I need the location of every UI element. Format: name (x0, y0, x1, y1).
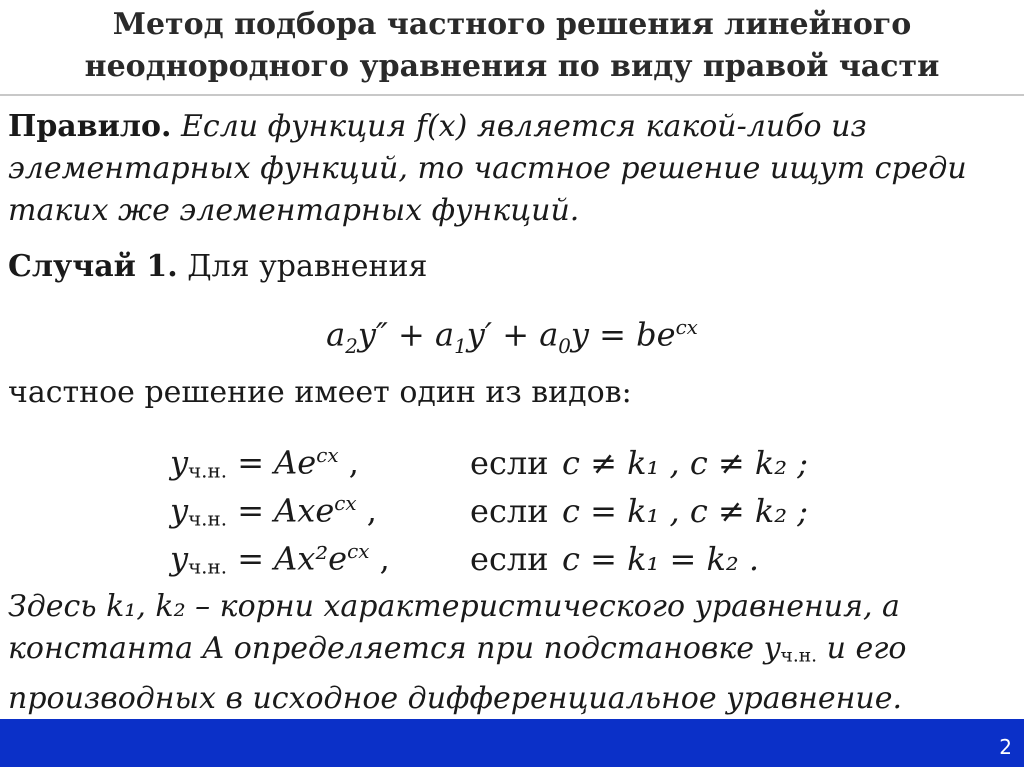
case1-paragraph (8, 246, 1016, 288)
title-line-1: Метод подбора частного решения линейного (112, 7, 912, 42)
rule-paragraph (8, 106, 1016, 232)
page-number: 2 (999, 735, 1012, 759)
note-paragraph: Здесь k₁, k₂ – корни характеристического уравнения, а константа A определяется при подстановке yч.н. и его производных в исходное дифференциальное уравнение. (8, 589, 907, 716)
case-row: yч.н. = $Ax^2e^{cx}$ , если c = k₁ = k₂ . (170, 539, 760, 579)
intro-text: частное решение имеет один из видов: (8, 375, 632, 410)
solution-cases (170, 432, 870, 579)
rule-text: Если функция f(x) является какой-либо из элементарных функций, то частное решение ищут среди таких же элементарных функций. (8, 109, 967, 228)
slide-title (0, 4, 1024, 88)
case-row: yч.н. = Axe$^{cx}$ , если c = k₁ , c ≠ k₂ ; (170, 491, 809, 531)
title-divider (0, 94, 1024, 96)
footer-bar (0, 719, 1024, 767)
case1-text: Для уравнения (187, 249, 428, 284)
rule-label: Правило. (8, 109, 172, 144)
case1-label: Случай 1. (8, 249, 178, 284)
case-row: yч.н. = $Ae^{cx}$ , если c ≠ k₁ , c ≠ k₂ ; (170, 443, 809, 483)
main-equation: $a_2y'' + a_1y' + a_0y = be^{cx}$ (326, 315, 698, 359)
title-line-2: неоднородного уравнения по виду правой части (84, 49, 940, 84)
